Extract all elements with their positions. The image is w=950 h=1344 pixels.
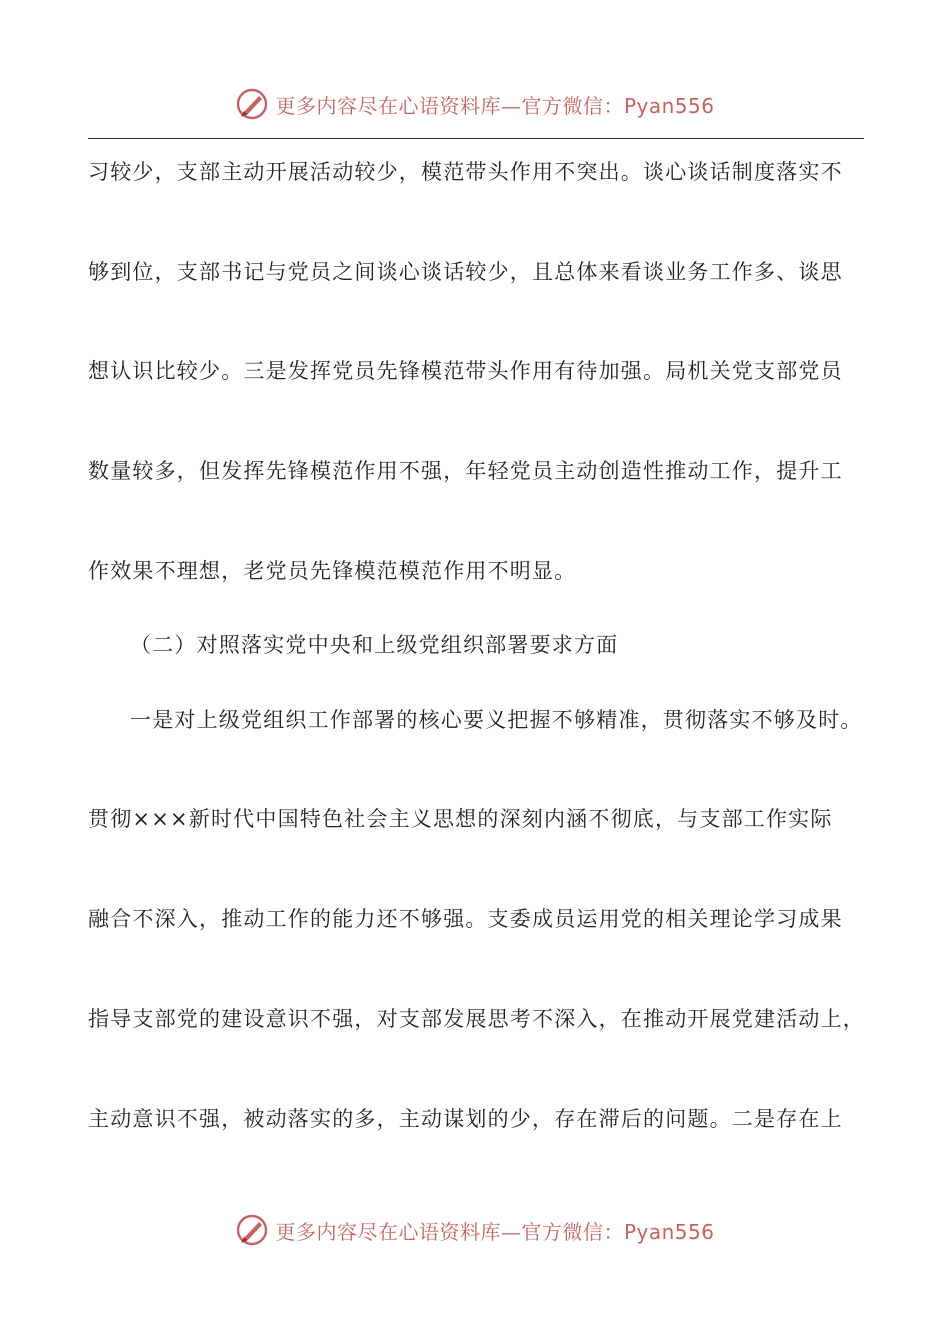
body-line: 融合不深入，推动工作的能力还不够强。支委成员运用党的相关理论学习成果 bbox=[88, 907, 843, 931]
body-line: 指导支部党的建设意识不强，对支部发展思考不深入，在推动开展党建活动上， bbox=[88, 1007, 865, 1031]
body-line: 够到位，支部书记与党员之间谈心谈话较少，且总体来看谈业务工作多、谈思 bbox=[88, 260, 843, 284]
body-line: 贯彻×××新时代中国特色社会主义思想的深刻内涵不彻底，与支部工作实际 bbox=[88, 807, 833, 831]
header-divider bbox=[88, 138, 864, 139]
header-banner bbox=[0, 84, 950, 124]
pen-logo-icon bbox=[235, 87, 269, 121]
body-line: 想认识比较少。三是发挥党员先锋模范带头作用有待加强。局机关党支部党员 bbox=[88, 359, 843, 383]
header-banner-text: 更多内容尽在心语资料库—官方微信：Pyan556 bbox=[275, 93, 715, 118]
footer-banner bbox=[0, 1210, 950, 1250]
body-line: 作效果不理想，老党员先锋模范模范作用不明显。 bbox=[88, 559, 577, 583]
body-line: 主动意识不强，被动落实的多，主动谋划的少，存在滞后的问题。二是存在上 bbox=[88, 1107, 843, 1131]
body-line: 数量较多，但发挥先锋模范作用不强，年轻党员主动创造性推动工作，提升工 bbox=[88, 459, 843, 483]
pen-logo-icon bbox=[235, 1213, 269, 1247]
section-heading: （二）对照落实党中央和上级党组织部署要求方面 bbox=[130, 633, 619, 657]
body-line: 一是对上级党组织工作部署的核心要义把握不够精准，贯彻落实不够及时。 bbox=[130, 708, 863, 732]
body-line: 习较少，支部主动开展活动较少，模范带头作用不突出。谈心谈话制度落实不 bbox=[88, 160, 843, 184]
footer-banner-text: 更多内容尽在心语资料库—官方微信：Pyan556 bbox=[275, 1219, 715, 1244]
